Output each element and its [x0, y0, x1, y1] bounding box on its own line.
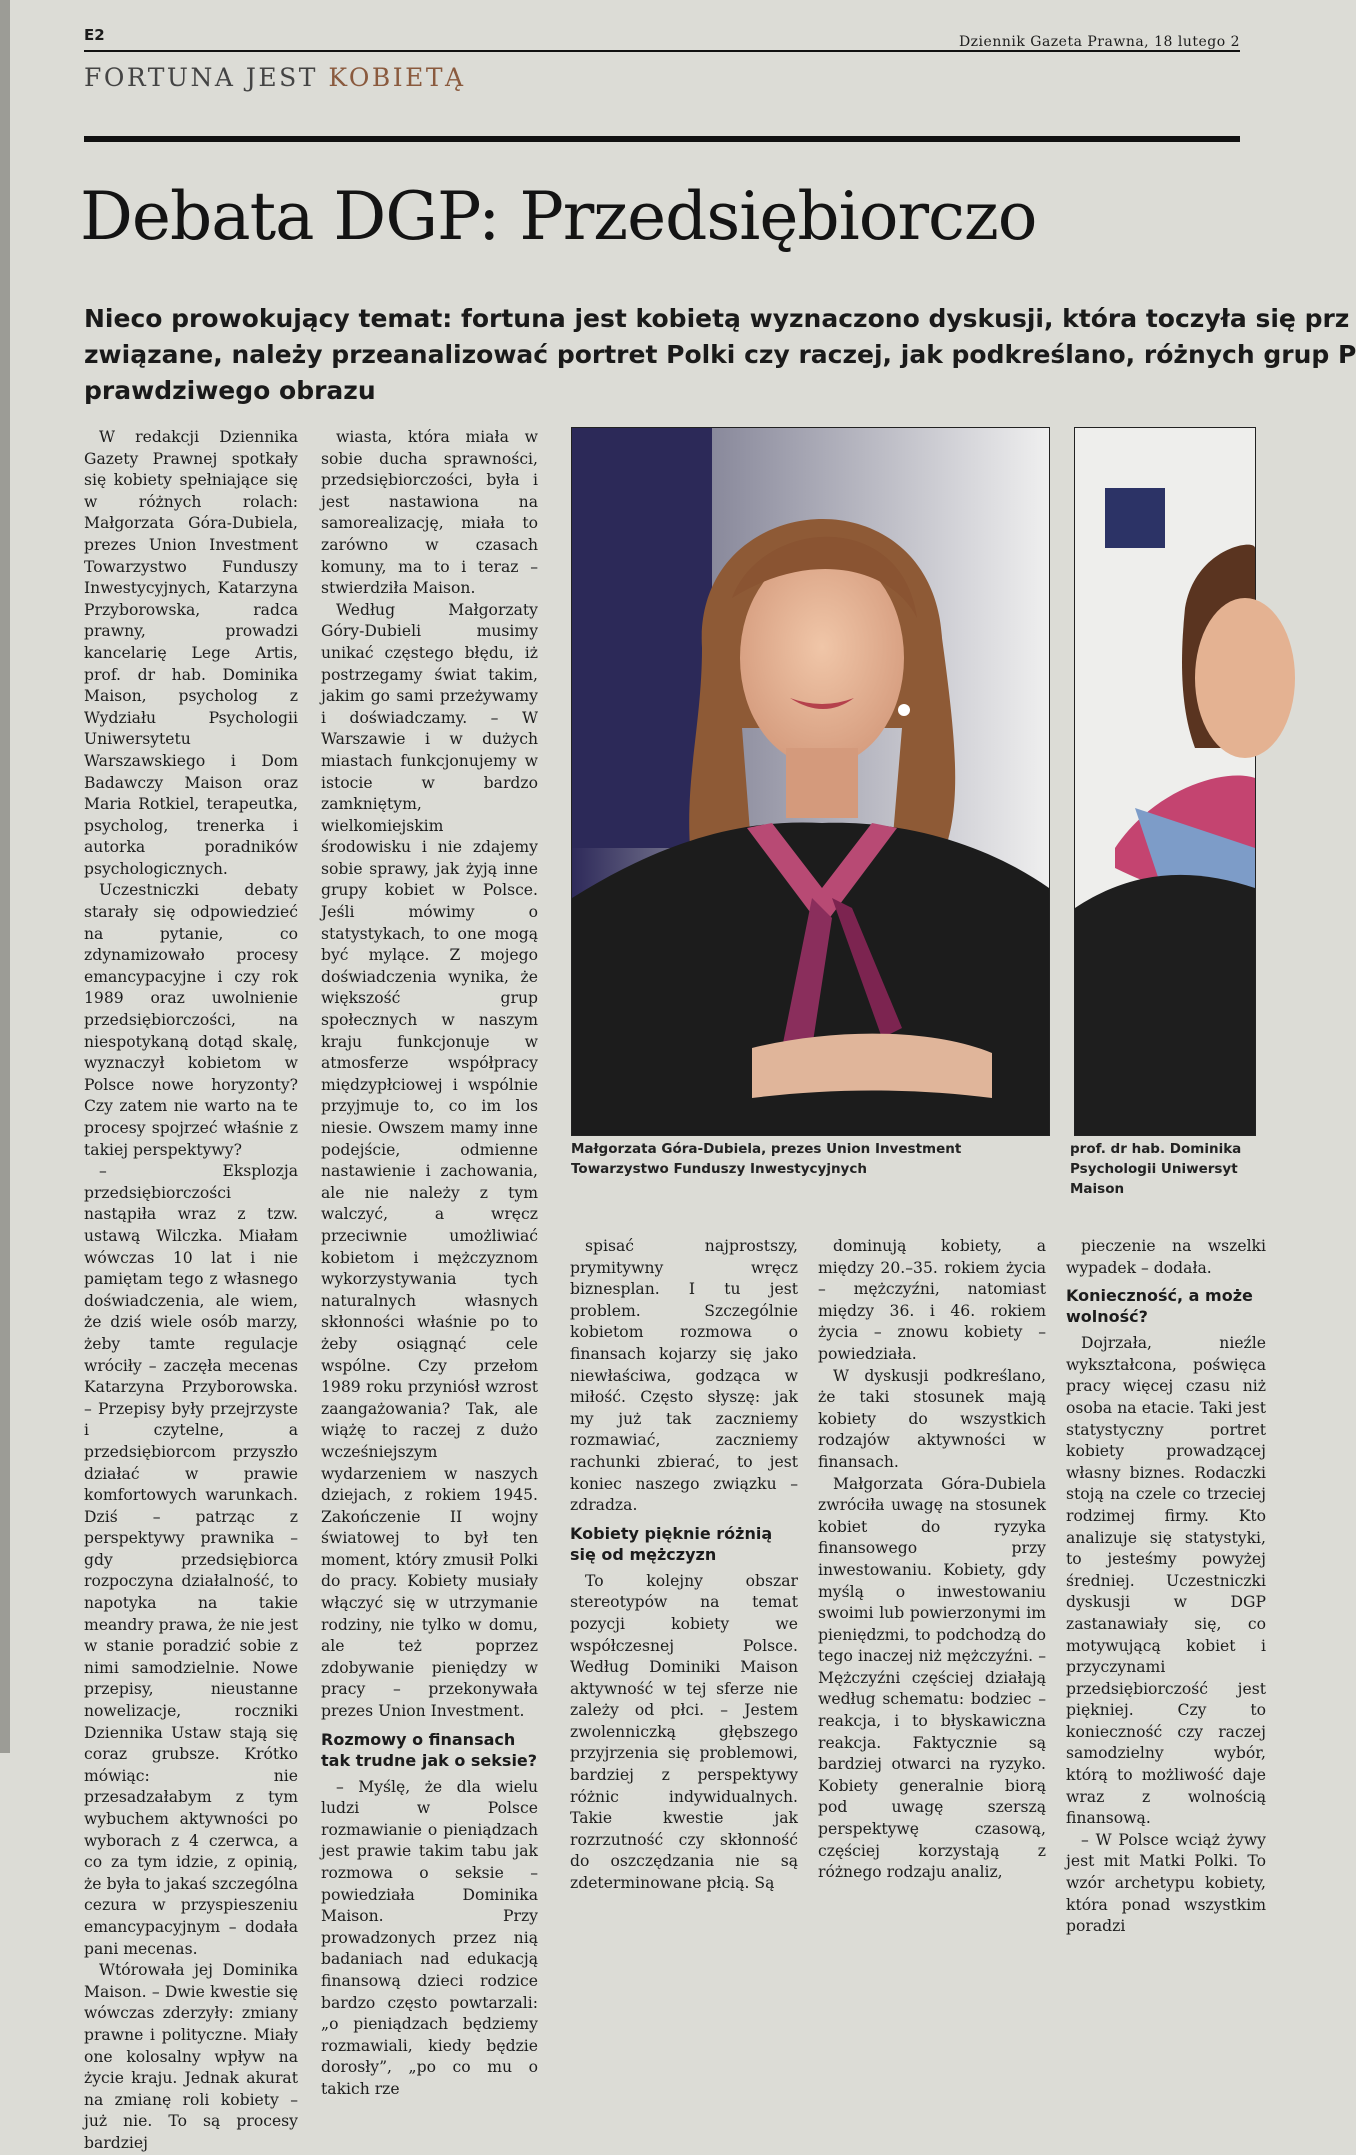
body-paragraph: wiasta, która miała w sobie ducha sprawności, przedsiębiorczości, była i jest nastawiona na samorealizację, miała to zarówno w czasach komuny, ma to i teraz – stwierdziła Maison. [321, 428, 538, 598]
publication-date: Dziennik Gazeta Prawna, 18 lutego 2 [958, 34, 1240, 50]
page-edge [0, 0, 10, 1753]
caption-line: Psychologii Uniwersyt [1070, 1161, 1238, 1177]
caption-line: prof. dr hab. Dominika [1070, 1141, 1242, 1157]
section-rule [84, 136, 1240, 142]
body-paragraph: dominują kobiety, a między 20.–35. rokiem życia – mężczyźni, natomiast między 36. i 46. rokiem życia – znowu kobiety – powiedziała. [818, 1237, 1046, 1363]
photo-gora-dubiela [571, 427, 1050, 1136]
article-column-3 [570, 1236, 798, 1893]
article-column-1 [84, 427, 298, 2152]
body-paragraph: spisać najprostszy, prymitywny wręcz biznesplan. I tu jest problem. Szczególnie kobietom rozmowa o finansach kojarzy się jako niewłaściwa, godząca w miłość. Często słyszę: jak my już tak zaczniemy rozmawiać, zaczniemy rachunki zbierać, to jest koniec naszego związku – zdradza. [570, 1237, 798, 1515]
body-paragraph: Małgorzata Góra-Dubiela zwróciła uwagę na stosunek kobiet do ryzyka finansowego przy inwestowaniu. Kobiety, gdy myślą o inwestowaniu swoimi lub powierzonymi im pieniędzmi, to podchodzą do tego inaczej niż mężczyźni. – Mężczyźni częściej działają według schematu: bodziec – reakcja, i to błyskawiczna reakcja. Faktycznie są bardziej otwarci na ryzyko. Kobiety generalnie biorą pod uwagę szerszą perspektywę czasową, częściej korzystają z różnego rodzaju analiz, [818, 1474, 1046, 1882]
lead-line: Nieco prowokujący temat: fortuna jest kobietą wyznaczono dyskusji, która toczyła się prz [84, 304, 1350, 333]
photo-maison [1074, 427, 1256, 1136]
headline: Debata DGP: Przedsiębiorczo [80, 178, 1037, 255]
lead-line: prawdziwego obrazu [84, 376, 376, 405]
lead-paragraph [84, 301, 1356, 409]
body-paragraph: Wtórowała jej Dominika Maison. – Dwie kwestie się wówczas zderzyły: zmiany prawne i polityczne. Miały one kolosalny wpływ na życie kraju. Jednak akurat na zmianę roli kobiety – już nie. To są procesy bardziej [84, 1961, 298, 2152]
article-column-2 [321, 427, 538, 2098]
caption-line: Maison [1070, 1181, 1125, 1197]
body-paragraph: W dyskusji podkreślano, że taki stosunek mają kobiety do wszystkich rodzajów aktywności w finansach. [818, 1366, 1046, 1471]
subheading: Konieczność, a może wolność? [1066, 1286, 1253, 1327]
body-paragraph: Uczestniczki debaty starały się odpowiedzieć na pytanie, co zdynamizowało procesy emancypacyjne i czy rok 1989 oraz uwolnienie przedsiębiorczości, na niespotykaną dotąd skalę, wyznaczył kobietom w Polsce nowe horyzonty? Czy zatem nie warto na te procesy spojrzeć właśnie z takiej perspektywy? [84, 881, 298, 1159]
subheading: Rozmowy o finansach tak trudne jak o seksie? [321, 1729, 538, 1770]
section-title [84, 63, 466, 92]
page-number: E2 [84, 26, 105, 44]
portrait-illustration [572, 428, 1049, 1135]
body-paragraph: – Eksplozja przedsiębiorczości nastąpiła wraz z tzw. ustawą Wilczka. Miałam wówczas 10 lat i nie pamiętam tego z własnego doświadczenia, ale wiem, że dziś wiele osób marzy, żeby tamte regulacje wróciły – zaczęła mecenas Katarzyna Przyborowska. – Przepisy były przejrzyste i czytelne, a przedsiębiorcom przyszło działać w prawie komfortowych warunkach. Dziś – patrząc z perspektywy prawnika – gdy przedsiębiorca rozpoczyna działalność, to napotyka na takie meandry prawa, że nie jest w stanie poradzić sobie z nimi samodzielnie. Nowe przepisy, nieustanne nowelizacje, roczniki Dziennika Ustaw stają się coraz grubsze. Krótko mówiąc: nie przesadzałabym z tym wybuchem aktywności po wyborach z 4 czerwca, a co za tym idzie, z opinią, że była to jakaś szczególna cezura w przyspieszeniu emancypacyjnym – dodała pani mecenas. [84, 1162, 298, 1958]
body-paragraph: – W Polsce wciąż żywy jest mit Matki Polki. To wzór archetypu kobiety, która ponad wszystkim poradzi [1066, 1830, 1266, 1936]
article-column-4 [818, 1236, 1046, 1882]
body-paragraph: Według Małgorzaty Góry-Dubieli musimy unikać częstego błędu, iż postrzegamy świat takim, jakim go sami przeżywamy i doświadczamy. – W Warszawie i w dużych miastach funkcjonujemy w istocie w bardzo zamkniętym, wielkomiejskim środowisku i nie zdajemy sobie sprawy, jak żyją inne grupy kobiet w Polsce. Jeśli mówimy o statystykach, to one mogą być mylące. Z mojego doświadczenia wynika, że większość grup społecznych w naszym kraju funkcjonuje w atmosferze współpracy międzypłciowej i wspólnie przyjmuje to, co im los niesie. Owszem mamy inne podejście, odmienne nastawienie i zachowania, ale nie należy z tym walczyć, a wręcz przeciwnie umożliwiać kobietom i mężczyznom wykorzystywania tych naturalnych własnych skłonności właśnie po to żeby osiągnąć cele wspólne. Czy przełom 1989 roku przyniósł wzrost zaangażowania? Tak, ale wiążę to raczej z dużo wcześniejszym wydarzeniem w naszych dziejach, z rokiem 1945. Zakończenie II wojny światowej to był ten moment, który zmusił Polki do pracy. Kobiety musiały włączyć się w utrzymanie rodziny, nie tylko w domu, ale też poprzez zdobywanie pieniędzy w pracy – przekonywała prezes Union Investment. [321, 600, 538, 1721]
body-paragraph: To kolejny obszar stereotypów na temat pozycji kobiety we współczesnej Polsce. Według Dominiki Maison aktywność w tej sferze nie zależy od płci. – Jestem zwolenniczką głębszego przyjrzenia się problemowi, bardziej z perspektywy różnic indywidualnych. Takie kwestie jak rozrzutność czy skłonność do oszczędzania nie są zdeterminowane płcią. Są [570, 1571, 798, 1893]
body-paragraph: Dojrzała, nieźle wykształcona, poświęca pracy więcej czasu niż osoba na etacie. Taki jest statystyczny portret kobiety prowadzącej własny biznes. Rodaczki stoją na czele co trzeciej rodzimej firmy. Kto analizuje się statystyki, to jesteśmy powyżej średniej. Uczestniczki dyskusji w DGP zastanawiały się, co motywującą kobiet i przyczynami przedsiębiorczość jest piękniej. Czy to konieczność czy raczej samodzielny wybór, którą to możliwość daje wraz z wolnością finansową. [1066, 1334, 1266, 1828]
lead-line: związane, należy przeanalizować portret Polki czy raczej, jak podkreślano, różnych grup P [84, 340, 1356, 369]
body-paragraph: – Myślę, że dla wielu ludzi w Polsce rozmawianie o pieniądzach jest prawie takim tabu jak rozmowa o seksie – powiedziała Dominika Maison. Przy prowadzonych przez nią badaniach nad edukacją finansową dzieci rodzice bardzo często powtarzali: „o pieniądzach będziemy rozmawiali, kiedy będzie dorosły”, „po co mu o takich rze [321, 1777, 538, 2098]
photo-caption: Małgorzata Góra-Dubiela, prezes Union Investment Towarzystwo Funduszy Inwestycyjnych [571, 1141, 962, 1177]
article-column-5 [1066, 1236, 1266, 1936]
section-title-b: KOBIETĄ [328, 63, 466, 92]
body-paragraph: W redakcji Dziennika Gazety Prawnej spotkały się kobiety spełniające się w różnych rolach: Małgorzata Góra-Dubiela, prezes Union Investment Towarzystwo Funduszy Inwestycyjnych, Katarzyna Przyborowska, radca prawny, prowadzi kancelarię Lege Artis, prof. dr hab. Dominika Maison, psycholog z Wydziału Psychologii Uniwersytetu Warszawskiego i Dom Badawczy Maison oraz Maria Rotkiel, terapeutka, psycholog, trenerka i autorka poradników psychologicznych. [84, 428, 298, 878]
subheading: Kobiety pięknie różnią się od mężczyzn [570, 1523, 773, 1564]
section-title-a: FORTUNA JEST [84, 63, 329, 92]
body-paragraph: pieczenie na wszelki wypadek – dodała. [1066, 1237, 1266, 1277]
portrait-illustration [1075, 428, 1255, 1135]
header-rule [84, 50, 1240, 52]
photo-caption [1070, 1139, 1270, 1199]
